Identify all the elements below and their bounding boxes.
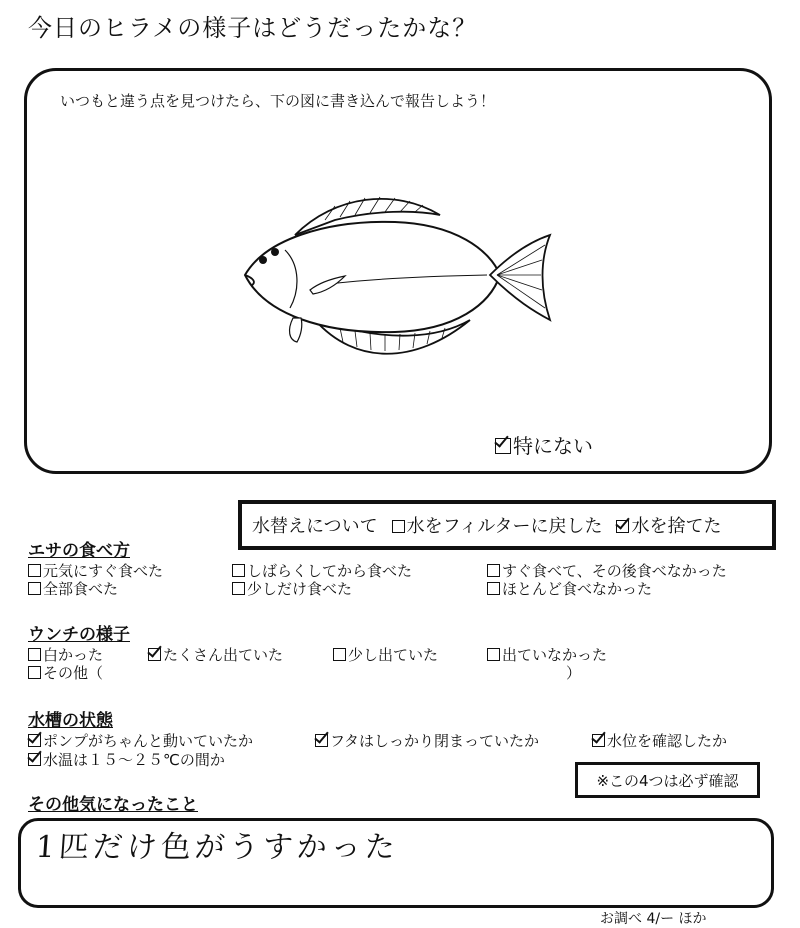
tank-checkbox[interactable] xyxy=(28,753,41,766)
tank-option[interactable]: ポンプがちゃんと動いていたか xyxy=(28,730,253,751)
feeding-option[interactable]: ほとんど食べなかった xyxy=(487,578,652,599)
feces-checkbox[interactable] xyxy=(333,648,346,661)
feeding-heading: エサの食べ方 xyxy=(28,541,130,561)
feces-checkbox[interactable] xyxy=(487,648,500,661)
tank-option[interactable]: 水位を確認したか xyxy=(592,730,727,751)
must-check-note: ※この4つは必ず確認 xyxy=(575,762,760,798)
water-change-discard-option[interactable]: 水を捨てた xyxy=(616,512,721,538)
water-discard-checkbox[interactable] xyxy=(616,520,629,533)
feces-option[interactable]: 少し出ていた xyxy=(333,644,438,665)
water-change-heading: 水替えについて xyxy=(252,516,378,537)
feces-option[interactable]: たくさん出ていた xyxy=(148,644,283,665)
nothing-special-checkbox[interactable] xyxy=(495,438,511,454)
handwritten-note: 1匹だけ色がうすかった xyxy=(34,830,401,865)
feces-checkbox[interactable] xyxy=(148,648,161,661)
feeding-checkbox[interactable] xyxy=(232,582,245,595)
tank-checkbox[interactable] xyxy=(592,734,605,747)
observation-instruction: いつもと違う点を見つけたら、下の図に書き込んで報告しよう！ xyxy=(60,92,496,110)
feces-checkbox[interactable] xyxy=(28,666,41,679)
water-change-filter-option[interactable]: 水をフィルターに戻した xyxy=(392,512,603,538)
feeding-option[interactable]: すぐ食べて、その後食べなかった xyxy=(487,560,727,581)
water-change-box xyxy=(238,500,776,550)
feces-heading: ウンチの様子 xyxy=(28,625,130,645)
tank-checkbox[interactable] xyxy=(315,734,328,747)
feces-other-close: ） xyxy=(566,664,582,682)
feeding-option[interactable]: しばらくしてから食べた xyxy=(232,560,412,581)
feeding-checkbox[interactable] xyxy=(232,564,245,577)
flounder-illustration xyxy=(225,190,565,360)
feeding-checkbox[interactable] xyxy=(28,582,41,595)
nothing-special-option[interactable] xyxy=(495,430,593,459)
tank-checkbox[interactable] xyxy=(28,734,41,747)
water-filter-checkbox[interactable] xyxy=(392,520,405,533)
tank-heading: 水槽の状態 xyxy=(28,711,113,731)
feeding-option[interactable]: 元気にすぐ食べた xyxy=(28,560,163,581)
feeding-option[interactable]: 少しだけ食べた xyxy=(232,578,352,599)
tank-option[interactable]: フタはしっかり閉まっていたか xyxy=(315,730,539,751)
feeding-checkbox[interactable] xyxy=(28,564,41,577)
other-notes-heading: その他気になったこと xyxy=(28,795,198,815)
feeding-option[interactable]: 全部食べた xyxy=(28,578,118,599)
feeding-checkbox[interactable] xyxy=(487,582,500,595)
bottom-scrawl: お調べ 4/ー ほか xyxy=(600,911,707,927)
feeding-checkbox[interactable] xyxy=(487,564,500,577)
feces-option[interactable]: 出ていなかった xyxy=(487,644,607,665)
feces-other-option[interactable]: その他（ xyxy=(28,662,103,683)
feces-checkbox[interactable] xyxy=(28,648,41,661)
tank-option[interactable]: 水温は１５～２５℃の間か xyxy=(28,749,225,770)
nothing-special-label: 特にない xyxy=(513,434,593,458)
feces-option[interactable]: 白かった xyxy=(28,644,103,665)
page-title: 今日のヒラメの様子はどうだったかな？ xyxy=(28,14,478,42)
